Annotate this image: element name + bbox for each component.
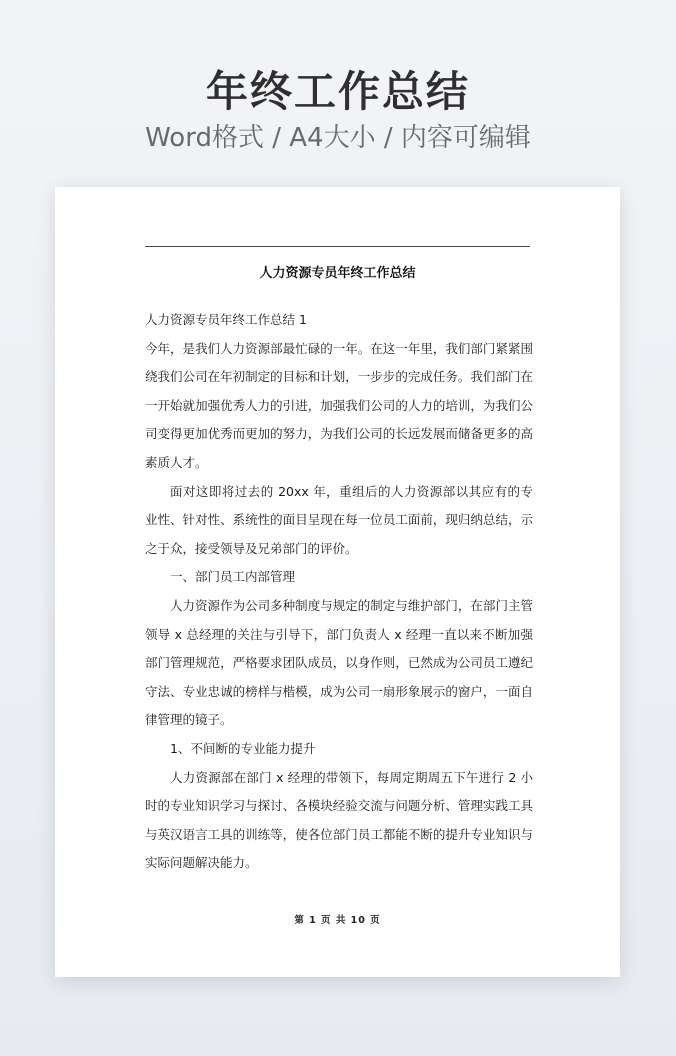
banner-subtitle: Word格式 / A4大小 / 内容可编辑	[145, 123, 531, 153]
section-heading: 一、部门员工内部管理	[170, 569, 296, 585]
document-page	[55, 187, 620, 977]
banner-title: 年终工作总结	[205, 67, 470, 116]
document-body	[145, 306, 533, 878]
paragraph: 面对这即将过去的 20xx 年，重组后的人力资源部以其应有的专业性、针对性、系统性的面目呈现在每一位员工面前，现归纳总结，示之于众，接受领导及兄弟部门的评价。	[145, 483, 533, 556]
paragraph: 人力资源部在部门 x 经理的带领下，每周定期周五下午进行 2 小时的专业知识学习与探讨、各模块经验交流与问题分析、管理实践工具与英汉语言工具的训练等，使各位部门员工都能不断的提升专业知识与实际问题解决能力。	[145, 769, 533, 871]
section-heading: 1、不间断的专业能力提升	[170, 740, 316, 756]
document-title: 人力资源专员年终工作总结	[259, 266, 416, 281]
page-number: 第 1 页 共 10 页	[294, 915, 381, 926]
paragraph: 人力资源作为公司多种制度与规定的制定与维护部门，在部门主管领导 x 总经理的关注与引导下，部门负责人 x 经理一直以来不断加强部门管理规范，严格要求团队成员，以身作则，已然成为公司员工遵纪守法、专业忠诚的榜样与楷模，成为公司一扇形象展示的窗户，一面自律管理的镜子。	[145, 597, 533, 728]
section-heading: 人力资源专员年终工作总结 1	[145, 312, 307, 327]
paragraph: 今年，是我们人力资源部最忙碌的一年。在这一年里，我们部门紧紧围绕我们公司在年初制定的目标和计划，一步步的完成任务。我们部门在一开始就加强优秀人力的引进，加强我们公司的人力的培训，为我们公司变得更加优秀而更加的努力，为我们公司的长远发展而储备更多的高素质人才。	[145, 340, 533, 470]
header-rule	[145, 246, 530, 247]
